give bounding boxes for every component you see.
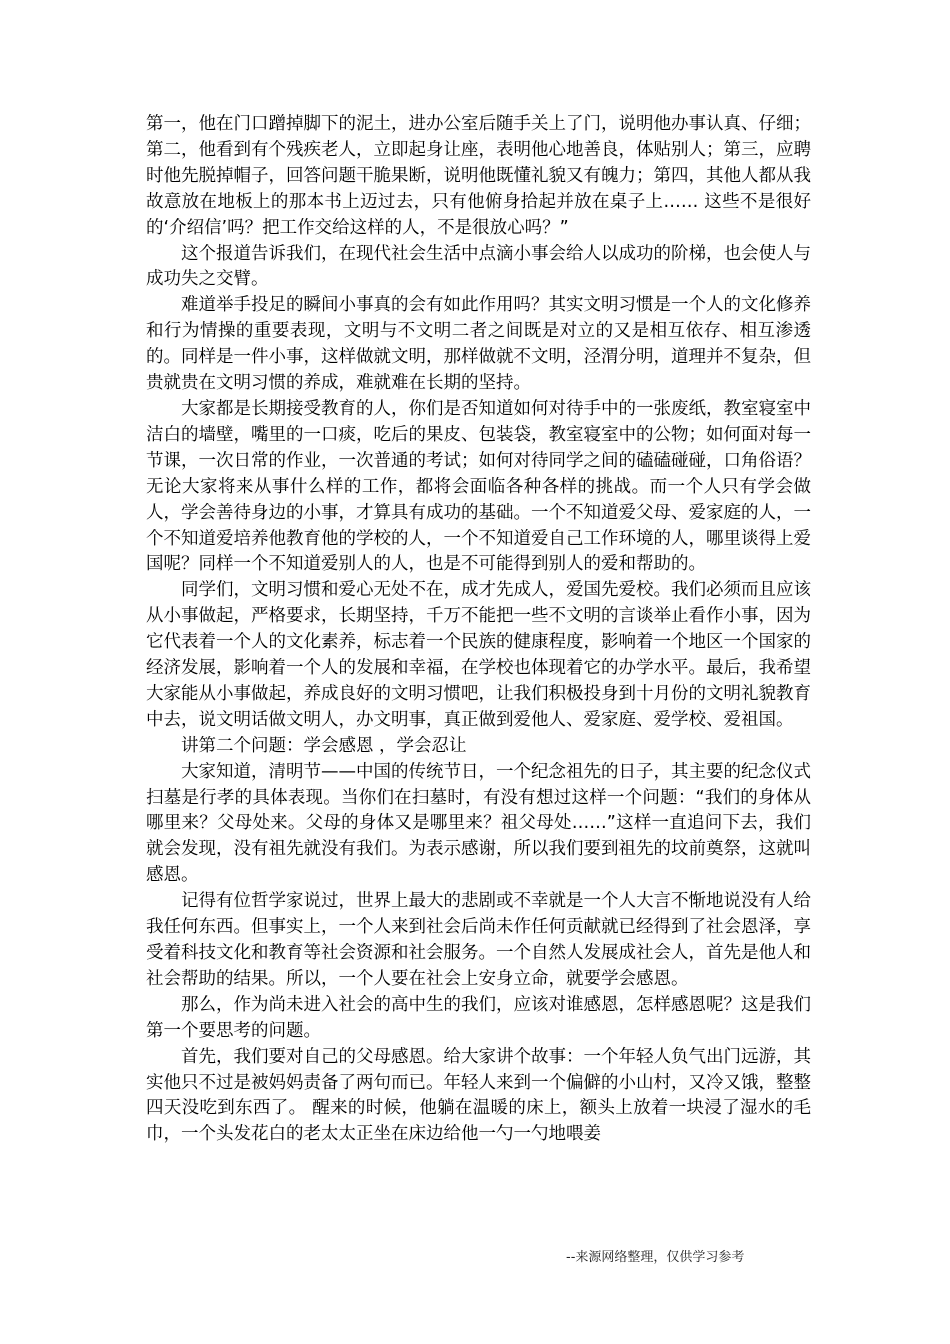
page-footer: --来源网络整理，仅供学习参考 (566, 1250, 745, 1265)
paragraph-continuation: 第一，他在门口蹭掉脚下的泥土，进办公室后随手关上了门，说明他办事认真、仔细；第二，他看到有个残疾老人，立即起身让座，表明他心地善良，体贴别人；第三，应聘时他先脱掉帽子，回答问题干脆果断，说明他既懂礼貌又有魄力；第四，其他人都从我故意放在地板上的那本书上迈过去，只有他俯身拾起并放在桌子上…… 这些不是很好的‘介绍信’吗？把工作交给这样的人，不是很放心吗？” (146, 114, 811, 238)
paragraph: 那么，作为尚未进入社会的高中生的我们，应该对谁感恩，怎样感恩呢？这是我们第一个要思考的问题。 (146, 994, 811, 1041)
section-heading: 讲第二个问题：学会感恩 ，学会忍让 (181, 735, 467, 756)
paragraph: 记得有位哲学家说过，世界上最大的悲剧或不幸就是一个人大言不惭地说没有人给我任何东西。但事实上，一个人来到社会后尚未作任何贡献就已经得到了社会恩泽，享受着科技文化和教育等社会资源和社会服务。一个自然人发展成社会人，首先是他人和社会帮助的结果。所以，一个人要在社会上安身立命，就要学会感恩。 (146, 891, 811, 989)
paragraph: 这个报道告诉我们，在现代社会生活中点滴小事会给人以成功的阶梯，也会使人与成功失之交臂。 (146, 243, 811, 290)
paragraph: 首先，我们要对自己的父母感恩。给大家讲个故事：一个年轻人负气出门远游，其实他只不过是被妈妈责备了两句而已。年轻人来到一个偏僻的小山村，又冷又饿，整整四天没吃到东西了。 醒来的时候，他躺在温暖的床上，额头上放着一块浸了湿水的毛巾，一个头发花白的老太太正坐在床边给他一勺一勺地喂姜 (146, 1046, 811, 1145)
paragraph: 大家都是长期接受教育的人，你们是否知道如何对待手中的一张废纸，教室寝室中洁白的墙壁，嘴里的一口痰，吃后的果皮、包装袋，教室寝室中的公物；如何面对每一节课，一次日常的作业，一次普通的考试；如何对待同学之间的磕磕碰碰，口角俗语？无论大家将来从事什么样的工作，都将会面临各种各样的挑战。而一个人只有学会做人，学会善待身边的小事，才算具有成功的基础。一个不知道爱父母、爱家庭的人，一个不知道爱培养他教育他的学校的人，一个不知道爱自己工作环境的人，哪里谈得上爱国呢？同样一个不知道爱别人的人，也是不可能得到别人的爱和帮助的。 (146, 398, 811, 575)
document-body (146, 112, 811, 1148)
paragraph: 同学们，文明习惯和爱心无处不在，成才先成人，爱国先爱校。我们必须而且应该从小事做起，严格要求，长期坚持，千万不能把一些不文明的言谈举止看作小事，因为它代表着一个人的文化素养，标志着一个民族的健康程度，影响着一个地区一个国家的经济发展，影响着一个人的发展和幸福，在学校也体现着它的办学水平。最后，我希望大家能从小事做起，养成良好的文明习惯吧，让我们积极投身到十月份的文明礼貌教育中去，说文明话做文明人，办文明事，真正做到爱他人、爱家庭、爱学校、爱祖国。 (146, 580, 811, 730)
paragraph: 大家知道，清明节——中国的传统节日，一个纪念祖先的日子，其主要的纪念仪式扫墓是行孝的具体表现。当你们在扫墓时，有没有想过这样一个问题：“我们的身体从哪里来？父母处来。父母的身体又是哪里来？祖父母处……”这样一直追问下去，我们就会发现，没有祖先就没有我们。为表示感谢，所以我们要到祖先的坟前奠祭，这就叫感恩。 (146, 761, 811, 886)
paragraph: 难道举手投足的瞬间小事真的会有如此作用吗？其实文明习惯是一个人的文化修养和行为情操的重要表现，文明与不文明二者之间既是对立的又是相互依存、相互渗透的。同样是一件小事，这样做就文明，那样做就不文明，泾渭分明，道理并不复杂，但贵就贵在文明习惯的养成，难就难在长期的坚持。 (146, 295, 811, 394)
